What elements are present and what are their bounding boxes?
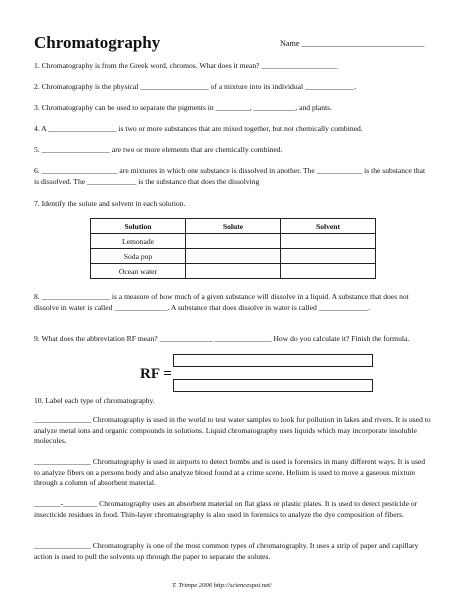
name-field: Name ______________________________ bbox=[280, 39, 425, 48]
table-header: Solute bbox=[186, 219, 281, 234]
paragraph-gas: _______________ Chromatography is used in airports to detect bombs and is used is forensics in many different ways. It is used to analyze fibers on a persons body and also analyze blood found at a crime scene. Helium is used to move a gaseous mixture through a column of absorbent material. bbox=[34, 457, 426, 488]
rf-denominator-box[interactable] bbox=[173, 379, 373, 392]
rf-formula-label: RF = bbox=[140, 366, 172, 382]
table-cell: Soda pop bbox=[91, 249, 186, 264]
table-header-row bbox=[91, 219, 376, 234]
question-6: 6. ____________________ are mixtures in which one substance is dissolved in another. The ____________ is the substance that is dissolved. The _____________ is the substance that does the dissolving bbox=[34, 166, 426, 186]
question-3: 3. Chromatography can be used to separate the pigments in _________, ___________, and plants. bbox=[34, 103, 332, 112]
table-header: Solvent bbox=[281, 219, 376, 234]
question-10: 10. Label each type of chromatography. bbox=[34, 396, 155, 405]
table-cell[interactable] bbox=[281, 234, 376, 249]
footer-credit: T. Trimpe 2006 http://sciencespot.net/ bbox=[172, 582, 272, 589]
rf-numerator-box[interactable] bbox=[173, 354, 373, 367]
table-cell[interactable] bbox=[281, 249, 376, 264]
table-cell[interactable] bbox=[186, 249, 281, 264]
question-4: 4. A __________________ is two or more substances that are mixed together, but not chemically combined. bbox=[34, 124, 363, 133]
table-cell[interactable] bbox=[281, 264, 376, 279]
question-7: 7. Identify the solute and solvent in each solution. bbox=[34, 199, 186, 208]
table-cell[interactable] bbox=[186, 234, 281, 249]
question-8: 8. __________________ is a measure of how much of a given substance will dissolve in a liquid. A substance that does not dissolve in water is called ______________. A substance that does dissolve in water is called _____________. bbox=[34, 292, 409, 312]
table-cell: Lemonade bbox=[91, 234, 186, 249]
table-row bbox=[91, 249, 376, 264]
table-cell: Ocean water bbox=[91, 264, 186, 279]
table-row bbox=[91, 264, 376, 279]
question-9: 9. What does the abbreviation RF mean? ______________ _______________ How do you calculate it? Finish the formula. bbox=[34, 334, 410, 343]
table-row bbox=[91, 234, 376, 249]
table-header: Solution bbox=[91, 219, 186, 234]
worksheet-title: Chromatography bbox=[34, 33, 161, 52]
solution-table bbox=[90, 218, 376, 279]
question-5: 5. __________________ are two or more elements that are chemically combined. bbox=[34, 145, 283, 154]
paragraph-paper: _______________ Chromatography is one of the most common types of chromatography. It uses a strip of paper and capillary action is used to pull the solvents up through the paper to separate the solutes. bbox=[34, 541, 419, 561]
paragraph-liquid: _______________ Chromatography is used in the world to test water samples to look for pollution in lakes and rivers. It is used to analyze metal ions and organic compounds in solutions. Liquid chromatography uses liquids which may incorporate insoluble molecules. bbox=[34, 415, 431, 446]
question-1: 1. Chromatography is from the Greek word, chromos. What does it mean? ____________________ bbox=[34, 61, 338, 70]
paragraph-thin-layer: _______-_________ Chromatography uses an absorbent material on flat glass or plastic plates. It is used to detect pesticide or insecticide residues in food. Thin-layer chromatography is also used in forensics to analyze the dye composition of fibers. bbox=[34, 499, 418, 519]
question-2: 2. Chromatography is the physical __________________ of a mixture into its individual _____________. bbox=[34, 82, 357, 91]
table-cell[interactable] bbox=[186, 264, 281, 279]
